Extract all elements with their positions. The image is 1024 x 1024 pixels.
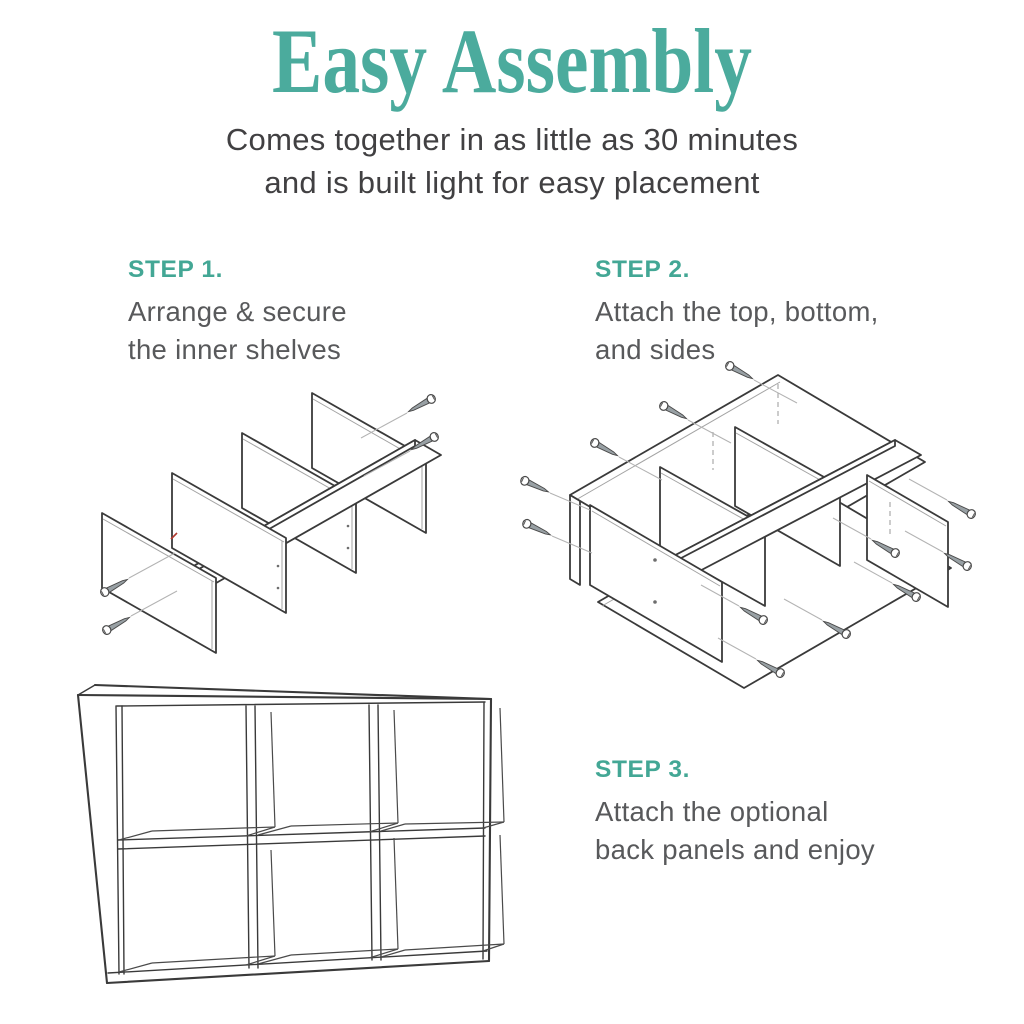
step-3-text (595, 793, 875, 868)
screw-icon (658, 400, 689, 422)
screw-icon (946, 498, 977, 520)
step3-illustration (42, 672, 507, 1012)
screw-icon (589, 437, 620, 459)
screw-icon (521, 518, 552, 539)
step-1-label: STEP 1. (128, 256, 223, 283)
left-side-panel (570, 495, 580, 585)
divider-and-shelf-lines (118, 705, 485, 968)
step2-illustration (495, 352, 1023, 712)
step-3-line-2: back panels and enjoy (595, 833, 875, 865)
step-3-line-1: Attach the optional (595, 796, 829, 827)
page-title: Easy Assembly (272, 10, 752, 112)
divider-panels-group (102, 393, 441, 653)
subtitle-line-2: and is built light for easy placement (264, 165, 760, 200)
frame-panels-group (570, 375, 951, 688)
screw-icon (519, 475, 550, 496)
step-1-line-2: the inner shelves (128, 333, 342, 365)
step1-illustration (55, 383, 480, 683)
screw-icon (406, 393, 437, 415)
step-1-section (128, 256, 347, 368)
step-3-section (595, 756, 875, 868)
step-2-line-2: and sides (595, 333, 716, 365)
subtitle-line-1: Comes together in as little as 30 minutes (225, 122, 799, 157)
step-2-line-1: Attach the top, bottom, (595, 296, 879, 327)
step-1-text (128, 293, 347, 368)
step-1-line-1: Arrange & secure (128, 296, 347, 327)
screw-icon (724, 360, 755, 382)
page-subtitle (0, 118, 1024, 204)
step-2-label: STEP 2. (595, 256, 690, 283)
step-3-label: STEP 3. (595, 756, 690, 783)
screw-icon (101, 614, 132, 636)
cube-interior-lines (119, 708, 504, 972)
